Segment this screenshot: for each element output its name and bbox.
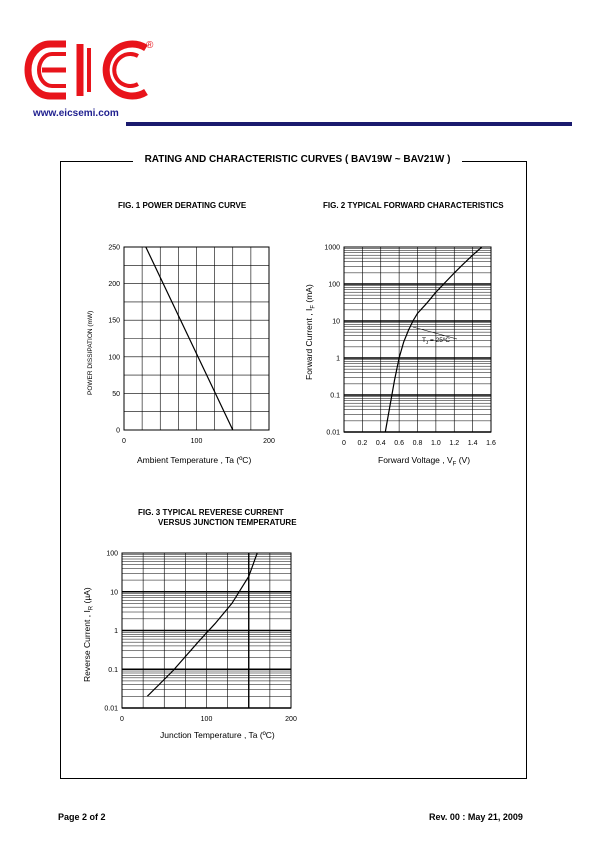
fig2-annotation: $T_J$ = 25ºC [422, 337, 450, 345]
fig3-xtick-label: 200 [285, 716, 297, 723]
fig2-xtick-label: 1.6 [486, 440, 496, 447]
fig1-ytick-label: 150 [108, 317, 120, 325]
fig3-ytick-label: 0.01 [104, 705, 118, 713]
website-url[interactable]: www.eicsemi.com [33, 108, 119, 119]
fig2-chart [318, 240, 508, 452]
fig3-grid [122, 553, 291, 708]
fig2-ticks [324, 245, 496, 448]
fig2-xtick-label: 1.2 [449, 440, 460, 447]
fig1-xtick-label: 200 [263, 438, 275, 445]
fig3-xtick-label: 0 [120, 716, 124, 723]
fig3-series-line [147, 553, 257, 696]
fig2-ytick-label: 0.01 [326, 429, 340, 437]
fig1-ytick-label: 100 [108, 354, 120, 362]
fig2-xtick-label: 0.4 [375, 440, 386, 447]
fig1-xtick-label: 0 [122, 438, 126, 445]
fig1-xlabel: Ambient Temperature , Ta (ºC) [137, 455, 252, 465]
fig1-ytick-label: 0 [116, 427, 120, 435]
fig2-ytick-label: 0.1 [330, 392, 340, 400]
fig1-grid [124, 247, 269, 430]
fig1-ytick-label: 250 [108, 244, 120, 252]
fig2-xlabel: Forward Voltage , $V_F$ (V) [378, 455, 471, 468]
fig2-xtick-label: 0 [342, 440, 346, 447]
fig2-ytick-label: 1 [336, 355, 340, 363]
fig3-ytick-label: 100 [106, 550, 118, 558]
fig2-ylabel: Forward Current , $I_F$ (mA) [304, 284, 317, 380]
footer-page-number: Page 2 of 2 [58, 812, 106, 822]
fig3-series [147, 553, 257, 696]
fig3-xlabel: Junction Temperature , Ta (ºC) [160, 730, 275, 740]
fig2-grid [344, 247, 491, 432]
eic-logo-mark [28, 44, 146, 96]
fig3-ytick-label: 1 [114, 628, 118, 635]
fig3-title-line2: VERSUS JUNCTION TEMPERATURE [158, 518, 297, 527]
fig1-ytick-label: 200 [108, 281, 120, 289]
fig2-xtick-label: 0.8 [412, 440, 423, 447]
fig2-title: FIG. 2 TYPICAL FORWARD CHARACTERISTICS [323, 201, 504, 210]
fig2-xtick-label: 0.2 [357, 440, 368, 447]
fig1-ytick-label: 50 [112, 390, 120, 398]
fig3-xtick-label: 100 [200, 716, 213, 723]
fig1-title: FIG. 1 POWER DERATING CURVE [118, 201, 247, 210]
fig3-ylabel: Reverse Current , $I_R$ (µA) [82, 587, 95, 682]
eic-logo [22, 38, 162, 104]
fig1-chart [70, 240, 290, 472]
fig3-title: FIG. 3 TYPICAL REVERESE CURRENT [138, 508, 284, 517]
fig2-ytick-label: 100 [328, 281, 340, 289]
header-rule [126, 122, 572, 126]
page-title: RATING AND CHARACTERISTIC CURVES ( BAV19W ~ BAV21W ) [0, 154, 595, 165]
fig1-xtick-label: 100 [190, 438, 203, 445]
fig2-ytick-label: 1000 [324, 244, 340, 252]
fig3-ytick-label: 0.1 [108, 666, 118, 674]
fig2-xtick-label: 1.4 [467, 440, 478, 447]
footer-revision: Rev. 00 : May 21, 2009 [429, 812, 523, 822]
registered-mark: ® [146, 40, 154, 51]
fig3-chart [96, 545, 306, 725]
fig2-xtick-label: 1.0 [431, 440, 441, 447]
fig3-ytick-label: 10 [110, 589, 118, 597]
fig2-xtick-label: 0.6 [394, 440, 404, 447]
fig2-ytick-label: 10 [332, 318, 340, 326]
